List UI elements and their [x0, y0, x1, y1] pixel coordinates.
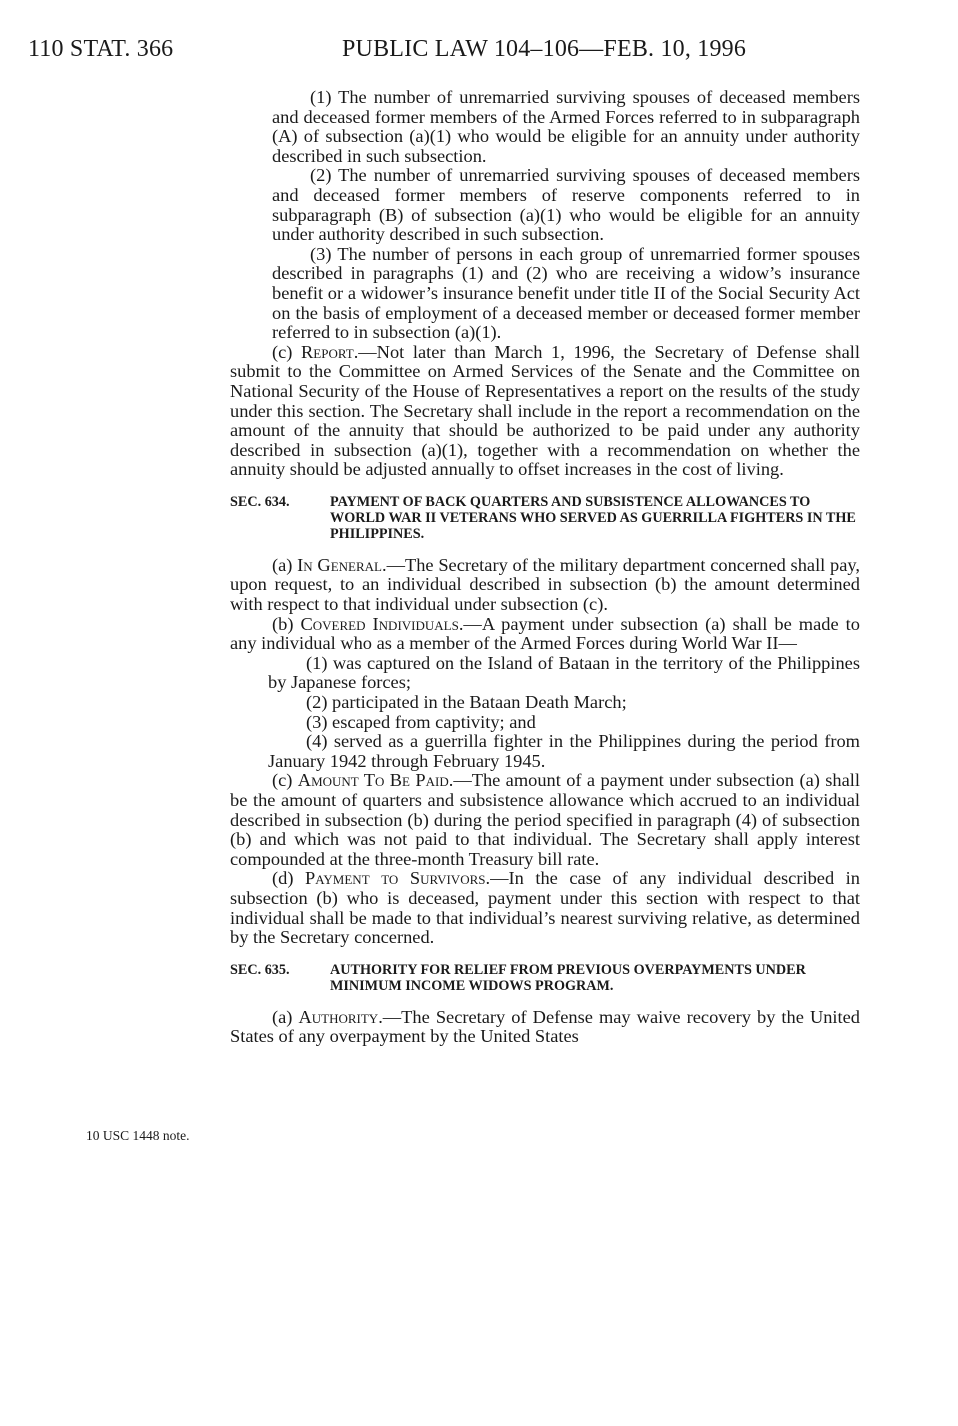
subsection-prefix: (b)	[272, 613, 301, 634]
section-title: PAYMENT OF BACK QUARTERS AND SUBSISTENCE ALLOWANCES TO WORLD WAR II VETERANS WHO SERVED AS GUERRILLA FIGHTERS IN THE PHILIPPINES.	[330, 493, 856, 542]
sec634-item-2: (2) participated in the Bataan Death March;	[306, 692, 627, 713]
subsection-prefix: (a)	[272, 554, 298, 575]
subsection-text: .—Not later than March 1, 1996, the Secretary of Defense shall submit to the Committee on Armed Services of the Senate and the Committee on National Security of the House of Representatives a report on the results of the study under this section. The Secretary shall include in the report a recommendation on the amount of the annuity that should be authorized to be paid under any authority described in subsection (a)(1), together with a recommendation on whether the annuity should be adjusted annually to offset increases in the cost of living.	[230, 341, 860, 480]
sec634-subsection-b	[230, 615, 860, 654]
paragraph-b2: (2) The number of unremarried surviving spouses of deceased members and deceased former members of reserve components referred to in subparagraph (B) of subsection (a)(1) who would be eligible for an annuity under authority described in such subsection.	[272, 165, 860, 245]
statute-page-reference: 110 STAT. 366	[28, 36, 174, 62]
subsection-heading: Covered Individuals	[300, 613, 459, 634]
subsection-heading: Amount To Be Paid	[297, 770, 449, 791]
subsection-text: .—A payment under subsection (a) shall be made to any individual who as a member of the Armed Forces during World War II—	[230, 613, 860, 654]
public-law-header: PUBLIC LAW 104–106—FEB. 10, 1996	[342, 36, 747, 62]
sec634-subsection-a	[230, 556, 860, 615]
sec634-subsection-d	[230, 869, 860, 947]
section-635-heading	[230, 962, 860, 994]
subsection-prefix: (c)	[272, 341, 302, 362]
section-number: SEC. 635.	[230, 961, 290, 978]
sec635-subsection-a	[230, 1008, 860, 1047]
margin-note-usc: 10 USC 1448 note.	[86, 1128, 190, 1143]
subsection-heading: In General	[297, 554, 382, 575]
subsection-prefix: (d)	[272, 868, 305, 889]
subsection-text: .—The Secretary of Defense may waive recovery by the United States of any overpayment by the United States	[230, 1006, 861, 1047]
sec634-subsection-c	[230, 771, 860, 869]
subsection-prefix: (a)	[272, 1006, 299, 1027]
section-title: AUTHORITY FOR RELIEF FROM PREVIOUS OVERPAYMENTS UNDER MINIMUM INCOME WIDOWS PROGRAM.	[330, 961, 806, 994]
subsection-prefix: (c)	[272, 770, 298, 791]
subsection-heading: Payment to Survivors	[305, 868, 486, 889]
body-text	[230, 88, 860, 1047]
sec634-item-3: (3) escaped from captivity; and	[306, 711, 536, 732]
subsection-text: .—The Secretary of the military department concerned shall pay, upon request, to an individual described in subsection (b) the amount determined with respect to that individual under subsection (c).	[230, 554, 860, 615]
sec634-item-1: (1) was captured on the Island of Bataan in the territory of the Philippines by Japanese forces;	[268, 652, 860, 693]
section-number: SEC. 634.	[230, 493, 290, 510]
section-634-heading	[230, 494, 860, 542]
subsection-text: .—The amount of a payment under subsection (a) shall be the amount of quarters and subsistence allowance which accrued to an individual described in subsection (b) during the period specified in paragraph (4) of subsection (b) and which was not paid to that individual. The Secretary shall apply interest compounded at the three-month Treasury bill rate.	[230, 770, 860, 869]
subsection-text: .—In the case of any individual described in subsection (b) who is deceased, payment under this section with respect to that individual shall be made to that individual’s nearest surviving relative, as determined by the Secretary concerned.	[230, 868, 860, 948]
subsection-c-report	[230, 343, 860, 480]
subsection-heading: Report	[301, 341, 354, 362]
subsection-heading: Authority	[298, 1006, 379, 1027]
sec634-item-4: (4) served as a guerrilla fighter in the Philippines during the period from January 1942 through February 1945.	[268, 731, 860, 771]
paragraph-b1: (1) The number of unremarried surviving spouses of deceased members and deceased former members of the Armed Forces referred to in subparagraph (A) of subsection (a)(1) who would be eligible for an annuity under authority described in such subsection.	[272, 87, 860, 166]
paragraph-b3: (3) The number of persons in each group of unremarried former spouses described in paragraphs (1) and (2) who are receiving a widow’s insurance benefit or a widower’s insurance benefit under title II of the Social Security Act on the basis of employment of a deceased member or deceased former member referred to in subsection (a)(1).	[272, 243, 860, 343]
